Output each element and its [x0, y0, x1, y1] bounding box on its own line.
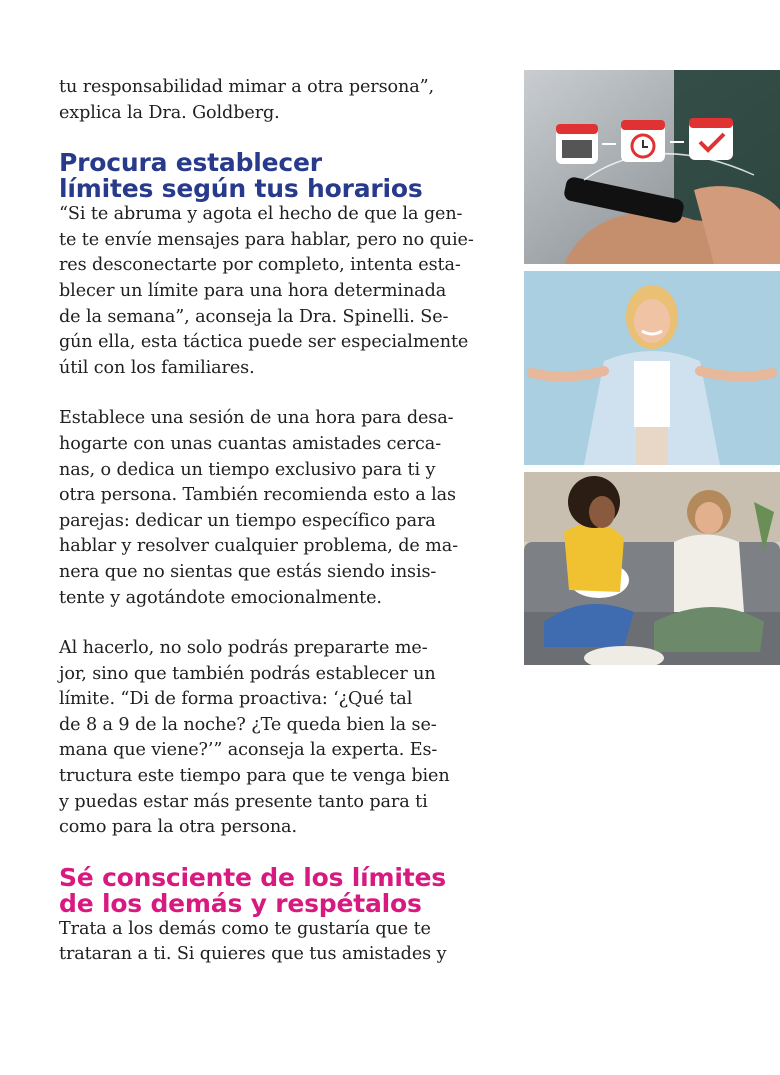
text-line: res desconectarte por completo, intenta esta- [59, 255, 461, 276]
text-line: gún ella, esta táctica puede ser especialmente [59, 332, 469, 353]
text-line: Establece una sesión de una hora para desa- [59, 408, 454, 429]
text-line: hogarte con unas cuantas amistades cerca- [59, 433, 442, 454]
two-women-talking-photo [524, 472, 780, 665]
heading-line: Procura establecer [59, 148, 322, 178]
paragraph-2 [59, 406, 499, 611]
text-line: y puedas estar más presente tanto para ti [59, 791, 428, 812]
calendar-check-icon [689, 118, 733, 160]
two-women-illustration [524, 472, 780, 665]
phone-calendar-icons-photo [524, 70, 780, 264]
woman-shrugging-photo [524, 271, 780, 465]
section-heading-respect-limits [59, 862, 499, 918]
text-line: Trata a los demás como te gustaría que te [59, 918, 431, 939]
woman-shrugging-illustration [524, 271, 780, 465]
heading-line: límites según tus horarios [59, 174, 423, 204]
text-line: nera que no sientas que estás siendo insis- [59, 561, 437, 582]
text-line: de la semana”, aconseja la Dra. Spinelli. Se- [59, 306, 449, 327]
text-line: tu responsabilidad mimar a otra persona”, [59, 77, 435, 97]
text-line: como para la otra persona. [59, 817, 297, 838]
text-line: jor, sino que también podrás establecer un [59, 663, 436, 684]
text-line: trataran a ti. Si quieres que tus amistades y [59, 944, 447, 965]
paragraph-3 [59, 636, 499, 841]
text-line: límite. “Di de forma proactiva: ‘¿Qué tal [59, 689, 413, 710]
text-line: hablar y resolver cualquier problema, de ma- [59, 536, 459, 557]
paragraph-1 [59, 202, 499, 381]
text-line: otra persona. También recomienda esto a las [59, 485, 456, 506]
text-line: te te envíe mensajes para hablar, pero no quie- [59, 229, 474, 250]
text-line: nas, o dedica un tiempo exclusivo para ti y [59, 459, 436, 480]
text-line: explica la Dra. Goldberg. [59, 102, 280, 123]
text-line: parejas: dedicar un tiempo específico para [59, 510, 436, 531]
text-line: tente y agotándote emocionalmente. [59, 587, 382, 608]
text-line: de 8 a 9 de la noche? ¿Te queda bien la se- [59, 714, 437, 735]
heading-line: Sé consciente de los límites [59, 862, 446, 892]
text-line: “Si te abruma y agota el hecho de que la gen- [59, 204, 463, 225]
calendar-grid-icon [556, 124, 598, 164]
heading-line: de los demás y respétalos [59, 888, 422, 918]
phone-calendar-illustration [524, 70, 780, 264]
calendar-clock-icon [621, 120, 665, 162]
intro-paragraph [59, 75, 499, 126]
article-column [59, 75, 499, 968]
section-heading-schedule-limits [59, 150, 499, 202]
text-line: tructura este tiempo para que te venga bien [59, 766, 450, 787]
paragraph-4 [59, 917, 499, 968]
text-line: blecer un límite para una hora determinada [59, 280, 447, 301]
text-line: Al hacerlo, no solo podrás prepararte me- [59, 638, 428, 659]
text-line: mana que viene?’” aconseja la experta. Es- [59, 740, 438, 761]
text-line: útil con los familiares. [59, 357, 255, 378]
